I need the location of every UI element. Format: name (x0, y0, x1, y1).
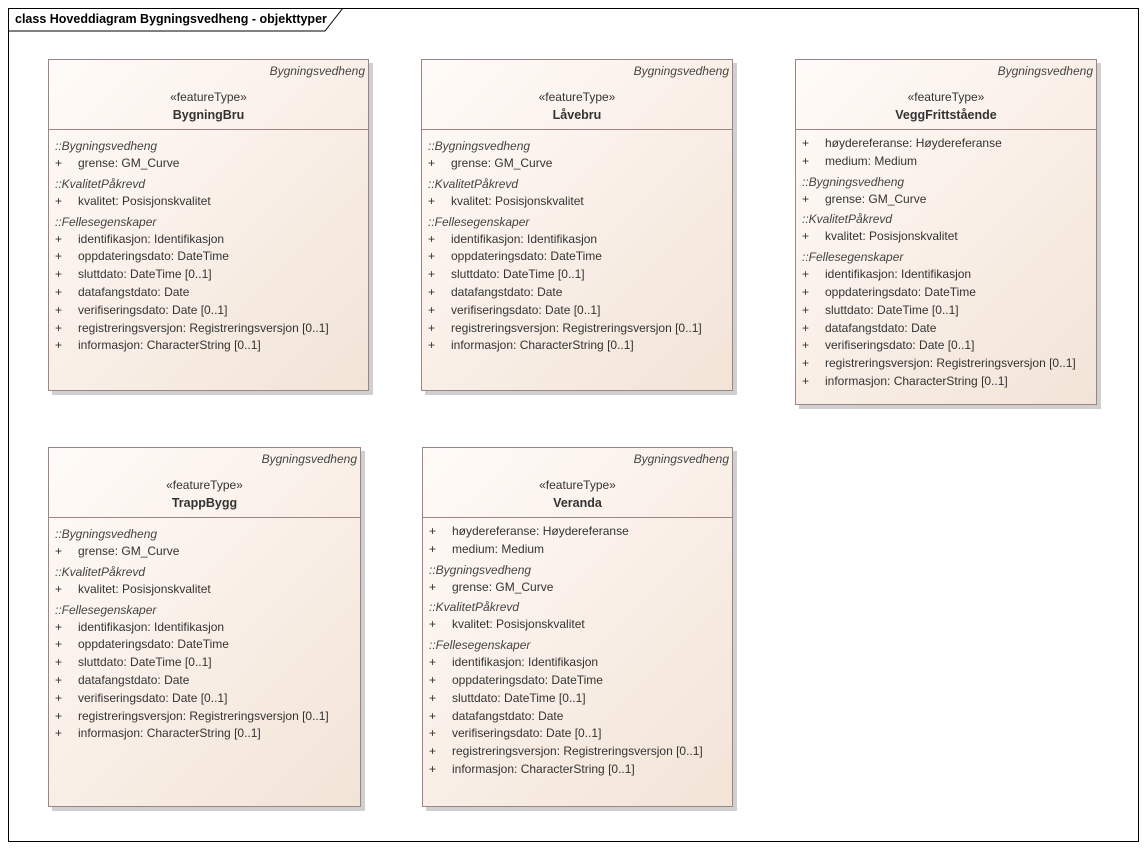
stereotype-label: «featureType» (170, 90, 247, 104)
attribute-text: høydereferanse: Høydereferanse (452, 524, 629, 538)
visibility-public-icon: + (429, 690, 437, 705)
inherited-group-label: ::KvalitetPåkrevd (55, 176, 146, 191)
attribute-text: kvalitet: Posisjonskvalitet (452, 617, 585, 632)
package-label: Bygningsvedheng (633, 64, 729, 78)
stereotype-label: «featureType» (539, 478, 616, 492)
attribute-text: oppdateringsdato: DateTime (78, 249, 229, 264)
attribute-row[interactable] (55, 708, 360, 726)
attribute-text: høydereferanse: Høydereferanse (825, 136, 1002, 150)
package-label: Bygningsvedheng (261, 452, 357, 466)
visibility-public-icon: + (55, 302, 63, 317)
attribute-row[interactable] (428, 248, 732, 266)
visibility-public-icon: + (802, 136, 810, 150)
visibility-public-icon: + (428, 284, 436, 299)
attribute-row[interactable] (55, 636, 360, 654)
class-name: BygningBru (172, 108, 245, 122)
attribute-text: informasjon: CharacterString [0..1] (78, 338, 261, 353)
package-label: Bygningsvedheng (997, 64, 1093, 78)
attribute-row[interactable] (802, 191, 1096, 209)
visibility-public-icon: + (429, 541, 437, 556)
visibility-public-icon: + (55, 637, 63, 652)
attribute-text: kvalitet: Posisjonskvalitet (78, 581, 211, 596)
visibility-public-icon: + (802, 373, 810, 388)
attribute-row[interactable] (428, 302, 732, 320)
attribute-text: verifiseringsdato: Date [0..1] (78, 302, 228, 317)
inherited-group-label: ::Fellesegenskaper (802, 250, 904, 265)
inherited-group-label: ::Bygningsvedheng (55, 139, 158, 153)
attribute-row[interactable] (55, 725, 360, 743)
inherited-group-label: ::Bygningsvedheng (802, 174, 905, 189)
attribute-text: oppdateringsdato: DateTime (452, 672, 603, 687)
attribute-text: informasjon: CharacterString [0..1] (825, 373, 1008, 388)
attribute-text: datafangstdato: Date (825, 320, 937, 335)
attribute-text: kvalitet: Posisjonskvalitet (78, 193, 211, 208)
attribute-row[interactable] (429, 690, 732, 708)
attribute-text: identifikasjon: Identifikasjon (451, 231, 598, 246)
visibility-public-icon: + (802, 338, 810, 353)
attribute-row[interactable] (428, 155, 732, 173)
visibility-public-icon: + (428, 156, 436, 170)
inherited-group-label: ::Bygningsvedheng (429, 562, 532, 577)
attribute-row[interactable] (428, 337, 732, 355)
visibility-public-icon: + (802, 356, 810, 371)
attribute-row[interactable] (802, 355, 1096, 373)
class-box-lavebru[interactable] (421, 59, 733, 391)
visibility-public-icon: + (428, 249, 436, 264)
attribute-row[interactable] (429, 579, 732, 597)
inherited-group-label: ::KvalitetPåkrevd (429, 600, 520, 615)
attribute-row[interactable] (802, 373, 1096, 391)
visibility-public-icon: + (802, 302, 810, 317)
class-name: Veranda (553, 496, 602, 510)
attribute-compartment (796, 130, 1096, 391)
visibility-public-icon: + (429, 579, 437, 594)
attribute-text: datafangstdato: Date (78, 284, 190, 299)
attribute-text: sluttdato: DateTime [0..1] (78, 655, 212, 670)
attribute-row[interactable] (55, 672, 360, 690)
visibility-public-icon: + (802, 229, 810, 244)
visibility-public-icon: + (55, 156, 63, 170)
attribute-text: registreringsversjon: Registreringsversjon [0..1] (451, 320, 702, 335)
attribute-row[interactable] (429, 616, 732, 634)
attribute-row[interactable] (802, 337, 1096, 355)
attribute-text: identifikasjon: Identifikasjon (825, 267, 972, 282)
attribute-text: datafangstdato: Date (78, 672, 190, 687)
class-name: Låvebru (552, 108, 602, 122)
stereotype-label: «featureType» (538, 90, 616, 104)
attribute-row[interactable] (428, 231, 732, 249)
inherited-group-label: ::KvalitetPåkrevd (802, 212, 893, 227)
visibility-public-icon: + (55, 320, 63, 335)
attribute-text: grense: GM_Curve (78, 544, 180, 558)
attribute-row[interactable] (55, 193, 368, 211)
attribute-text: verifiseringsdato: Date [0..1] (825, 338, 975, 353)
attribute-row[interactable] (55, 619, 360, 637)
attribute-text: sluttdato: DateTime [0..1] (452, 690, 586, 705)
attribute-text: medium: Medium (452, 541, 545, 556)
class-header (422, 60, 732, 130)
visibility-public-icon: + (55, 193, 63, 208)
inherited-group-label: ::KvalitetPåkrevd (428, 176, 519, 191)
inherited-group-label: ::Fellesegenskaper (429, 638, 531, 653)
attribute-text: verifiseringsdato: Date [0..1] (451, 302, 601, 317)
attribute-text: identifikasjon: Identifikasjon (78, 619, 225, 634)
visibility-public-icon: + (55, 581, 63, 596)
visibility-public-icon: + (55, 231, 63, 246)
stereotype-label: «featureType» (166, 478, 243, 492)
visibility-public-icon: + (55, 284, 63, 299)
class-box-trappbygg[interactable] (48, 447, 361, 807)
attribute-row[interactable] (55, 231, 368, 249)
class-box-veranda[interactable] (422, 447, 733, 807)
attribute-compartment (49, 130, 368, 355)
attribute-compartment (423, 518, 732, 779)
attribute-row[interactable] (55, 284, 368, 302)
attribute-text: sluttdato: DateTime [0..1] (825, 302, 959, 317)
visibility-public-icon: + (55, 249, 63, 264)
attribute-text: informasjon: CharacterString [0..1] (451, 338, 634, 353)
attribute-row[interactable] (55, 581, 360, 599)
attribute-text: registreringsversjon: Registreringsversjon [0..1] (78, 708, 329, 723)
attribute-text: verifiseringsdato: Date [0..1] (78, 690, 228, 705)
inherited-group-label: ::Bygningsvedheng (55, 527, 158, 541)
visibility-public-icon: + (802, 267, 810, 282)
attribute-row[interactable] (55, 543, 360, 561)
attribute-row[interactable] (55, 337, 368, 355)
attribute-row[interactable] (428, 320, 732, 338)
visibility-public-icon: + (429, 617, 437, 632)
attribute-row[interactable] (429, 654, 732, 672)
attribute-text: sluttdato: DateTime [0..1] (78, 267, 212, 282)
visibility-public-icon: + (55, 267, 63, 282)
attribute-row[interactable] (55, 266, 368, 284)
attribute-row[interactable] (55, 654, 360, 672)
inherited-group-label: ::Fellesegenskaper (55, 214, 157, 229)
visibility-public-icon: + (428, 320, 436, 335)
attribute-text: datafangstdato: Date (451, 284, 563, 299)
visibility-public-icon: + (55, 708, 63, 723)
visibility-public-icon: + (55, 690, 63, 705)
visibility-public-icon: + (429, 726, 437, 741)
visibility-public-icon: + (428, 267, 436, 282)
visibility-public-icon: + (429, 708, 437, 723)
visibility-public-icon: + (55, 544, 63, 558)
attribute-text: sluttdato: DateTime [0..1] (451, 267, 585, 282)
attribute-text: identifikasjon: Identifikasjon (78, 231, 225, 246)
attribute-row[interactable] (802, 284, 1096, 302)
package-label: Bygningsvedheng (633, 452, 729, 466)
attribute-row[interactable] (802, 320, 1096, 338)
class-header (49, 60, 368, 130)
visibility-public-icon: + (429, 744, 437, 759)
attribute-text: registreringsversjon: Registreringsversjon [0..1] (78, 320, 329, 335)
visibility-public-icon: + (802, 284, 810, 299)
attribute-row[interactable] (428, 284, 732, 302)
class-name: VeggFrittstående (895, 108, 997, 122)
attribute-row[interactable] (802, 302, 1096, 320)
inherited-group-label: ::KvalitetPåkrevd (55, 564, 146, 579)
attribute-text: informasjon: CharacterString [0..1] (78, 726, 261, 741)
visibility-public-icon: + (55, 672, 63, 687)
attribute-text: grense: GM_Curve (451, 156, 553, 170)
visibility-public-icon: + (428, 302, 436, 317)
attribute-text: oppdateringsdato: DateTime (78, 637, 229, 652)
attribute-text: medium: Medium (825, 153, 918, 168)
attribute-row[interactable] (429, 708, 732, 726)
visibility-public-icon: + (429, 655, 437, 670)
attribute-row[interactable] (428, 266, 732, 284)
attribute-row[interactable] (802, 153, 1096, 171)
attribute-row[interactable] (55, 320, 368, 338)
attribute-text: kvalitet: Posisjonskvalitet (825, 229, 958, 244)
attribute-row[interactable] (429, 672, 732, 690)
visibility-public-icon: + (429, 761, 437, 776)
inherited-group-label: ::Bygningsvedheng (428, 139, 531, 153)
visibility-public-icon: + (428, 193, 436, 208)
attribute-row[interactable] (429, 743, 732, 761)
visibility-public-icon: + (429, 524, 437, 538)
attribute-row[interactable] (429, 761, 732, 779)
visibility-public-icon: + (802, 320, 810, 335)
class-header (49, 448, 360, 518)
attribute-row[interactable] (55, 690, 360, 708)
stereotype-label: «featureType» (907, 90, 985, 104)
package-label: Bygningsvedheng (269, 64, 365, 78)
attribute-text: identifikasjon: Identifikasjon (452, 655, 599, 670)
visibility-public-icon: + (55, 619, 63, 634)
attribute-text: registreringsversjon: Registreringsversjon [0..1] (452, 744, 703, 759)
visibility-public-icon: + (55, 726, 63, 741)
attribute-compartment (49, 518, 360, 743)
visibility-public-icon: + (55, 338, 63, 353)
attribute-text: oppdateringsdato: DateTime (451, 249, 602, 264)
attribute-text: grense: GM_Curve (825, 191, 927, 206)
attribute-row[interactable] (802, 266, 1096, 284)
visibility-public-icon: + (55, 655, 63, 670)
attribute-compartment (422, 130, 732, 355)
visibility-public-icon: + (428, 338, 436, 353)
inherited-group-label: ::Fellesegenskaper (428, 214, 530, 229)
visibility-public-icon: + (802, 191, 810, 206)
attribute-row[interactable] (429, 541, 732, 559)
attribute-text: datafangstdato: Date (452, 708, 564, 723)
attribute-row[interactable] (55, 248, 368, 266)
class-header (423, 448, 732, 518)
attribute-row[interactable] (428, 193, 732, 211)
class-box-bygningbru[interactable] (48, 59, 369, 391)
visibility-public-icon: + (802, 153, 810, 168)
attribute-row[interactable] (429, 725, 732, 743)
attribute-text: kvalitet: Posisjonskvalitet (451, 193, 584, 208)
attribute-row[interactable] (802, 228, 1096, 246)
attribute-row[interactable] (55, 155, 368, 173)
visibility-public-icon: + (429, 672, 437, 687)
attribute-text: registreringsversjon: Registreringsversjon [0..1] (825, 356, 1076, 371)
diagram-title: class Hoveddiagram Bygningsvedheng - objekttyper (15, 12, 327, 26)
attribute-row[interactable] (55, 302, 368, 320)
attribute-text: oppdateringsdato: DateTime (825, 284, 976, 299)
inherited-group-label: ::Fellesegenskaper (55, 602, 157, 617)
attribute-row[interactable] (802, 135, 1096, 153)
attribute-text: grense: GM_Curve (78, 156, 180, 170)
class-name: TrappBygg (171, 496, 238, 510)
attribute-text: informasjon: CharacterString [0..1] (452, 761, 635, 776)
attribute-row[interactable] (429, 523, 732, 541)
attribute-text: grense: GM_Curve (452, 579, 554, 594)
attribute-text: verifiseringsdato: Date [0..1] (452, 726, 602, 741)
class-box-veggfrittstaende[interactable] (795, 59, 1097, 405)
visibility-public-icon: + (428, 231, 436, 246)
class-header (796, 60, 1096, 130)
